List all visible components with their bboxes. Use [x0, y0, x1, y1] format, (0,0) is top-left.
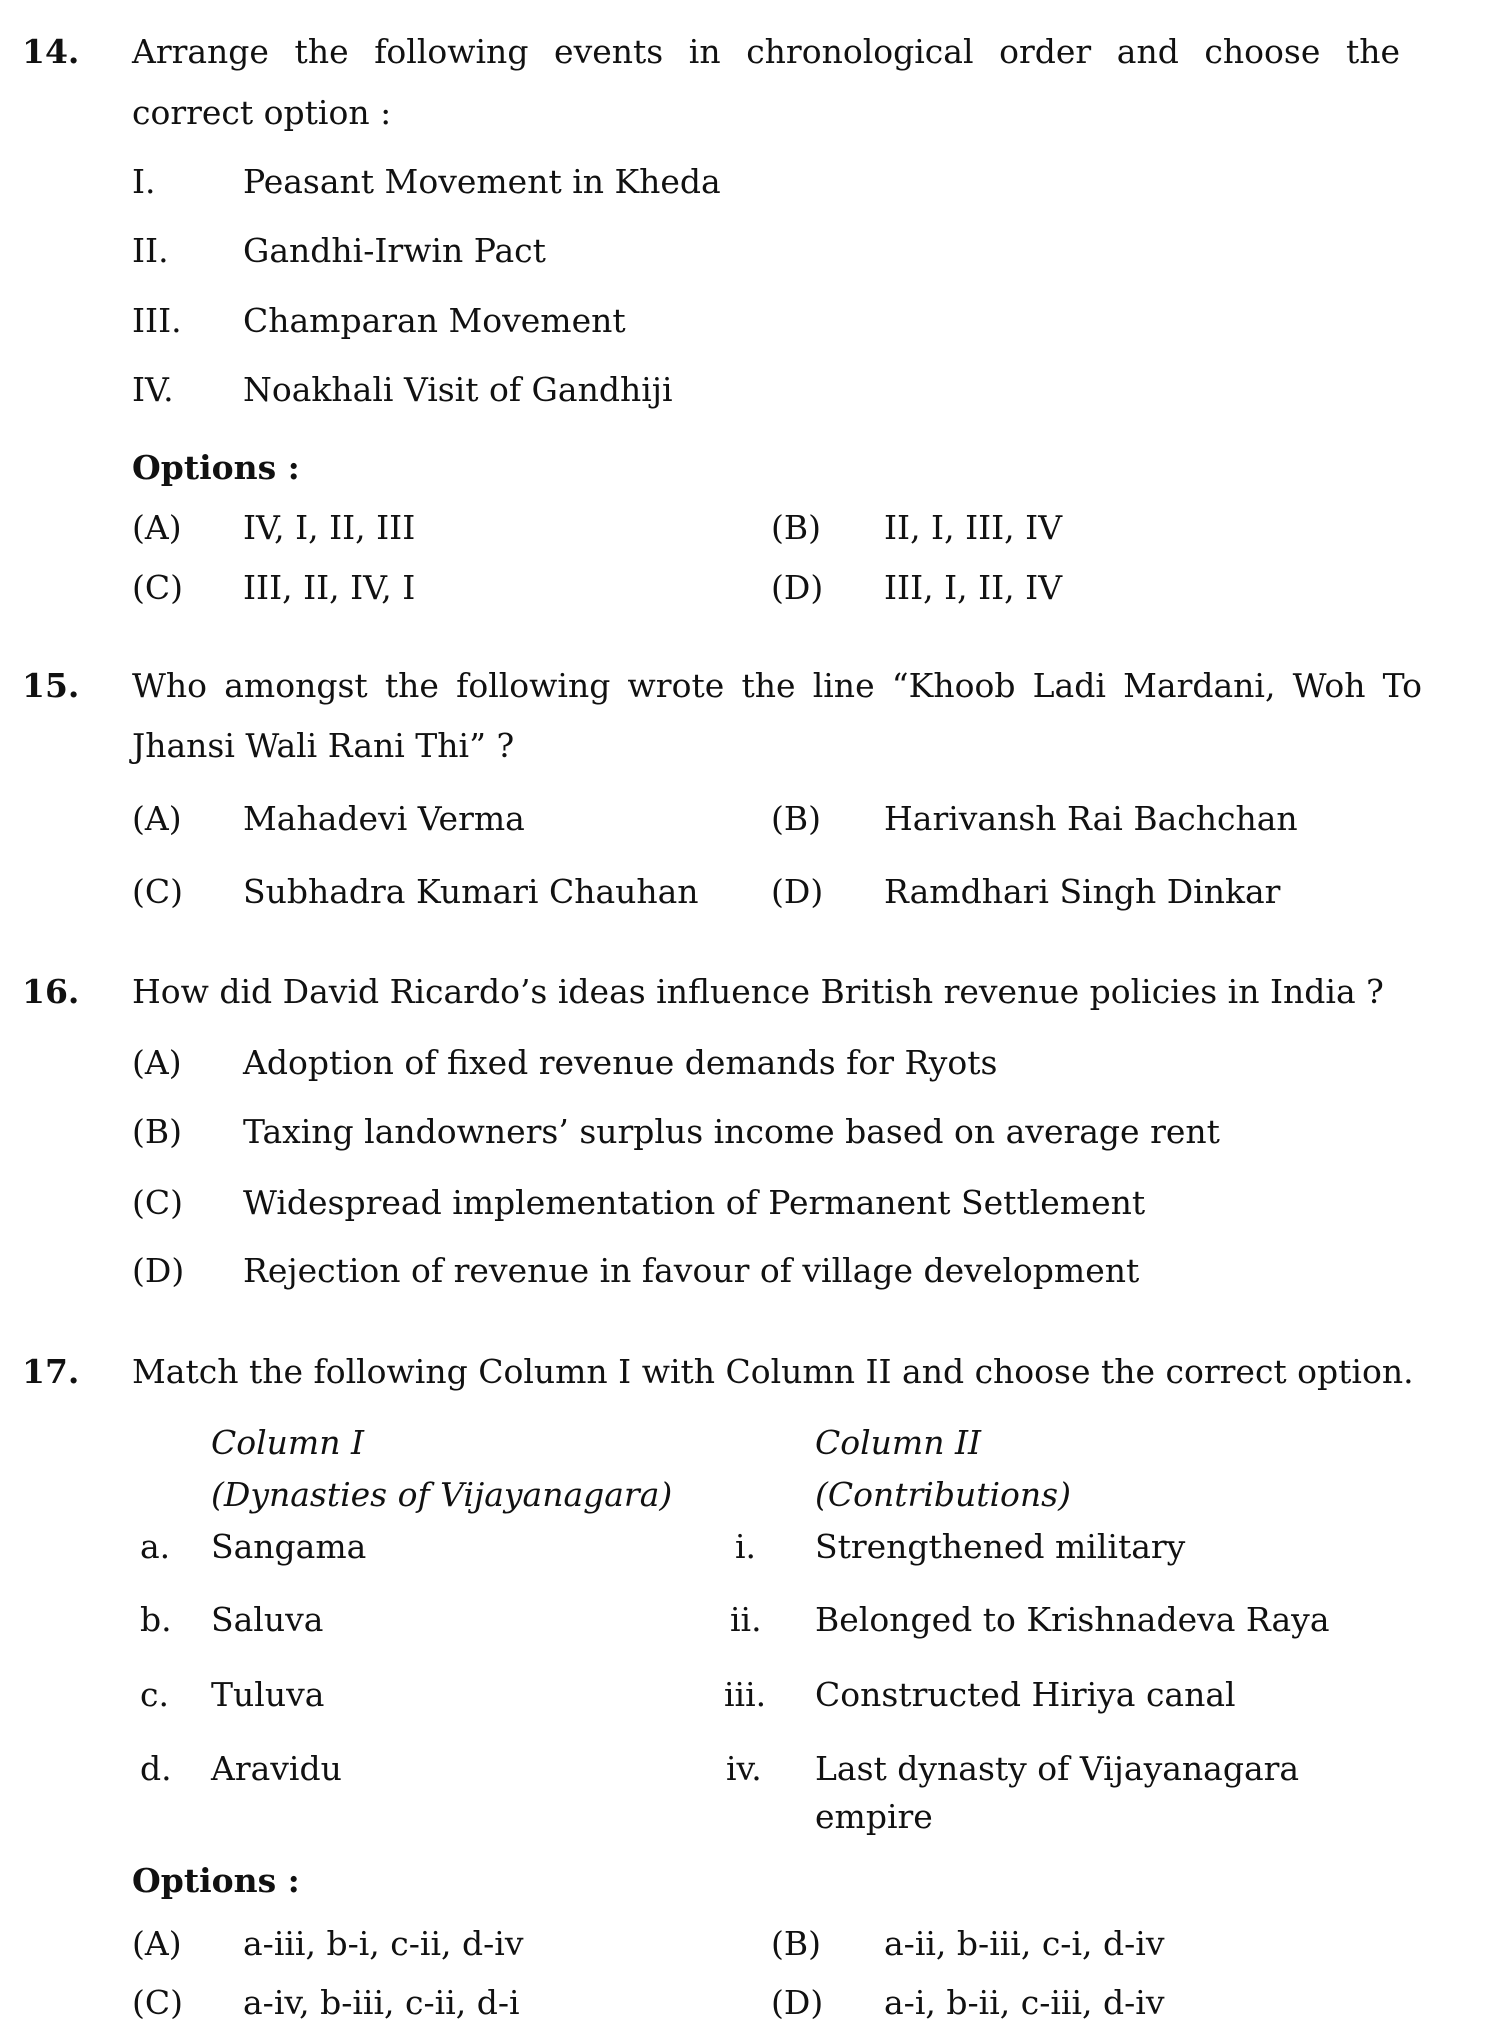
item-text: Noakhali Visit of Gandhiji: [243, 370, 673, 409]
question-number: 14.: [22, 32, 80, 71]
question-number: 16.: [22, 972, 80, 1011]
option-text: II, I, III, IV: [884, 508, 1063, 547]
option-text: Ramdhari Singh Dinkar: [884, 872, 1281, 911]
column-2-title: Column II: [815, 1423, 982, 1462]
column-1-subtitle: (Dynasties of Vijayanagara): [211, 1475, 673, 1514]
option-key: (C): [132, 568, 183, 607]
option-key: (B): [771, 1924, 821, 1963]
item-text: Peasant Movement in Kheda: [243, 162, 721, 201]
question-text: How did David Ricardo’s ideas influence British revenue policies in India ?: [132, 972, 1384, 1011]
option-key: (A): [132, 1924, 182, 1963]
option-text: a-ii, b-iii, c-i, d-iv: [884, 1924, 1165, 1963]
option-key: (C): [132, 1183, 183, 1222]
column-1-key: a.: [140, 1527, 171, 1566]
column-2-text-cont: empire: [815, 1797, 933, 1836]
option-key: (D): [132, 1251, 185, 1290]
option-key: (D): [771, 1983, 824, 2022]
column-2-text: Belonged to Krishnadeva Raya: [815, 1600, 1330, 1639]
question-text: correct option :: [132, 93, 392, 132]
column-2-text: Strengthened military: [815, 1527, 1186, 1566]
option-key: (B): [771, 799, 821, 838]
option-text: a-iv, b-iii, c-ii, d-i: [243, 1983, 520, 2022]
option-text: Subhadra Kumari Chauhan: [243, 872, 699, 911]
option-key: (C): [132, 1983, 183, 2022]
question-number: 15.: [22, 666, 80, 705]
column-2-key: ii.: [730, 1600, 762, 1639]
item-key: IV.: [132, 370, 174, 409]
option-key: (C): [132, 872, 183, 911]
option-text: Mahadevi Verma: [243, 799, 525, 838]
column-2-text: Constructed Hiriya canal: [815, 1675, 1236, 1714]
question-text: Who amongst the following wrote the line “Khoob Ladi Mardani, Woh To: [132, 666, 1422, 705]
question-text: Jhansi Wali Rani Thi” ?: [132, 726, 515, 765]
column-2-key: i.: [735, 1527, 757, 1566]
option-text: Widespread implementation of Permanent Settlement: [243, 1183, 1146, 1222]
item-text: Champaran Movement: [243, 301, 626, 340]
column-1-text: Sangama: [211, 1527, 367, 1566]
option-text: III, II, IV, I: [243, 568, 416, 607]
option-key: (D): [771, 568, 824, 607]
option-text: IV, I, II, III: [243, 508, 416, 547]
option-key: (D): [771, 872, 824, 911]
column-1-key: c.: [140, 1675, 169, 1714]
option-text: a-iii, b-i, c-ii, d-iv: [243, 1924, 524, 1963]
column-1-key: d.: [140, 1749, 172, 1788]
column-2-key: iii.: [724, 1675, 767, 1714]
column-1-text: Saluva: [211, 1600, 324, 1639]
item-key: III.: [132, 301, 182, 340]
option-key: (A): [132, 799, 182, 838]
option-text: Rejection of revenue in favour of village development: [243, 1251, 1140, 1290]
option-key: (A): [132, 1043, 182, 1082]
question-text: Arrange the following events in chronological order and choose the: [132, 32, 1400, 71]
column-2-text: Last dynasty of Vijayanagara: [815, 1749, 1300, 1788]
question-number: 17.: [22, 1352, 80, 1391]
item-text: Gandhi-Irwin Pact: [243, 231, 546, 270]
option-key: (A): [132, 508, 182, 547]
item-key: I.: [132, 162, 156, 201]
options-label: Options :: [132, 1861, 300, 1900]
question-text: Match the following Column I with Column II and choose the correct option.: [132, 1352, 1414, 1391]
options-label: Options :: [132, 448, 300, 487]
option-text: III, I, II, IV: [884, 568, 1063, 607]
option-text: Taxing landowners’ surplus income based on average rent: [243, 1112, 1220, 1151]
option-key: (B): [771, 508, 821, 547]
column-1-key: b.: [140, 1600, 172, 1639]
item-key: II.: [132, 231, 169, 270]
column-1-text: Aravidu: [211, 1749, 342, 1788]
column-2-subtitle: (Contributions): [815, 1475, 1071, 1514]
option-text: a-i, b-ii, c-iii, d-iv: [884, 1983, 1165, 2022]
column-1-text: Tuluva: [211, 1675, 325, 1714]
option-text: Adoption of fixed revenue demands for Ryots: [243, 1043, 998, 1082]
option-text: Harivansh Rai Bachchan: [884, 799, 1298, 838]
option-key: (B): [132, 1112, 182, 1151]
column-2-key: iv.: [726, 1749, 762, 1788]
column-1-title: Column I: [211, 1423, 364, 1462]
